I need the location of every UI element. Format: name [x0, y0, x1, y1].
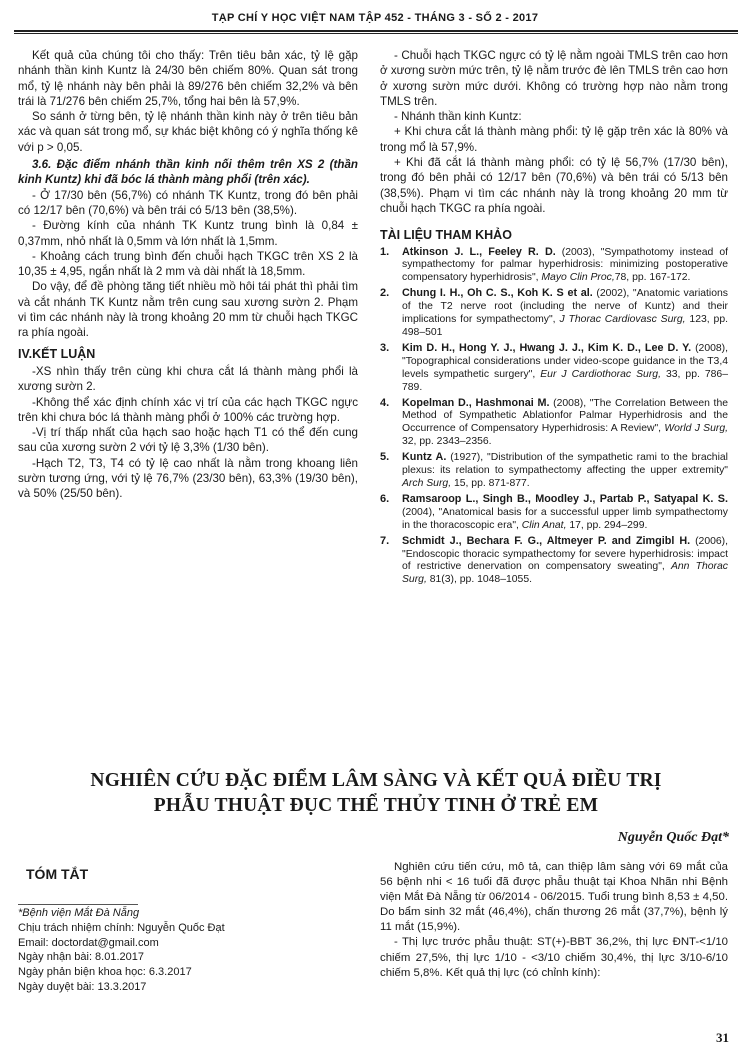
reference-tail: 123, pp. 498–501	[402, 314, 728, 338]
reference-number: 4.	[380, 396, 390, 409]
reference-journal: Ann Thorac Surg,	[402, 561, 728, 586]
right-column	[380, 48, 728, 589]
reference-journal: Mayo Clin Proc,	[541, 272, 615, 284]
reference-authors: Ramsaroop L., Singh B., Moodley J., Partab P., Satyapal K. S.	[402, 492, 728, 505]
abstract-text	[380, 860, 728, 981]
conclusion-item: -Không thể xác định chính xác vị trí của các hạch TKGC ngực trên khi chưa bóc lá thành màng phổi ở 100% các trường hợp.	[18, 395, 358, 424]
reference-item	[380, 246, 728, 286]
header-rule-thin	[14, 33, 738, 34]
reference-text: (2008), "Topographical considerations under video-scope guidance in the T3,4 levels sympathetic surgery",	[402, 342, 729, 380]
reference-text: (2002), "Anatomic variations of the T2 nerve root (including the nerve of Kuntz) and their implications for sympathectomy",	[402, 288, 728, 326]
reference-journal: Clin Anat,	[521, 519, 567, 531]
reference-authors: Atkinson J. L., Feeley R. D.	[402, 245, 556, 258]
reference-text: (2006), "Endoscopic thoracic sympathectomy for severe hyperhidrosis: impact of restrictive denervation on compensatory sweating",	[402, 535, 728, 573]
reference-item	[380, 451, 728, 491]
review-date: Ngày phản biện khoa học: 6.3.2017	[18, 966, 192, 979]
journal-header: TẠP CHÍ Y HỌC VIỆT NAM TẬP 452 - THÁNG 3 - SỐ 2 - 2017	[211, 12, 539, 24]
author-email: Email: doctordat@gmail.com	[18, 936, 159, 949]
reference-item	[380, 287, 728, 340]
affiliation-block	[18, 906, 348, 995]
section-heading: IV.KẾT LUẬN	[18, 346, 96, 361]
reference-list	[380, 246, 728, 588]
paragraph: - Đường kính của nhánh TK Kuntz trung bình là 0,84 ± 0,37mm, nhỏ nhất là 0,5mm và lớn nhất là 1,5mm.	[18, 219, 358, 248]
abstract-heading: TÓM TẮT	[26, 866, 89, 882]
reference-item	[380, 535, 728, 588]
reference-tail: 81(3), pp. 1048–1055.	[426, 574, 532, 586]
reference-authors: Kuntz A.	[402, 451, 447, 464]
accepted-date: Ngày duyệt bài: 13.3.2017	[18, 980, 147, 993]
reference-tail: 78, pp. 167-172.	[614, 272, 691, 284]
reference-authors: Kopelman D., Hashmonai M.	[402, 396, 550, 409]
reference-authors: Chung I. H., Oh C. S., Koh K. S et al.	[402, 287, 593, 300]
reference-journal: Eur J Cardiothorac Surg,	[540, 368, 661, 380]
reference-number: 1.	[380, 245, 390, 258]
reference-item	[380, 493, 728, 533]
paragraph: Nghiên cứu tiến cứu, mô tả, can thiệp lâm sàng với 69 mắt của 56 bệnh nhi < 16 tuổi đã được phẫu thuật tại Khoa Nhãn nhi Bệnh viện Mắt Đà Nẵng từ 06/2014 - 06/2015. Tuổi trung bình 8,53 ± 4,50. Do bẩm sinh 32 mắt (46,4%), chấn thương 26 mắt (37,7%), bệnh lý 11 mắt (15,9%).	[380, 861, 728, 934]
reference-number: 5.	[380, 451, 390, 464]
references-heading: TÀI LIỆU THAM KHẢO	[380, 228, 512, 243]
conclusion-item: -Vị trí thấp nhất của hạch sao hoặc hạch T1 có thể đến cung sau của xương sườn 2 với tỷ lệ 3,3% (1/30 bên).	[18, 426, 358, 455]
article-author: Nguyễn Quốc Đạt*	[617, 830, 729, 845]
article-title	[20, 768, 732, 818]
reference-text: (1927), "Distribution of the sympathetic rami to the brachial plexus: its relation to sympathectomy affecting the upper extremity"	[402, 452, 728, 477]
paragraph: Do vậy, để đề phòng tăng tiết nhiều mồ hôi tái phát thì phải tìm và cắt nhánh TK Kuntz nằm trên cung sau xương sườn 2. Phạm vi tìm các nhánh này là trong khoảng 20 mm từ chuỗi hạch TKGC ra phía ngoài.	[18, 280, 358, 340]
reference-text: (2003), "Sympathotomy instead of sympathectomy for palmar hyperhidrosis: minimizing postoperative compensatory hyperhidrosis",	[402, 246, 728, 284]
paragraph: Kết quả của chúng tôi cho thấy: Trên tiêu bản xác, tỷ lệ gặp nhánh thần kinh Kuntz là 24/30 bên chiếm 80%. Quan sát trong mổ, tỷ lệ nhánh này bên phải là 89/276 bên chiếm 32,2% và bên trái là 71/276 bên chiếm 25,7%, tổng hai bên là 57,9%.	[18, 49, 358, 108]
reference-number: 2.	[380, 287, 390, 300]
paragraph: + Khi chưa cắt lá thành màng phổi: tỷ lệ gặp trên xác là 80% và trong mổ là 57,9%.	[380, 125, 728, 154]
paragraph: So sánh ở từng bên, tỷ lệ nhánh thần kinh này ở trên tiêu bản xác và quan sát trong mổ, sự khác biệt không có ý nghĩa thống kê với p > 0,05.	[18, 110, 358, 154]
reference-authors: Kim D. H., Hong Y. J., Hwang J. J., Kim K. D., Lee D. Y.	[402, 341, 692, 354]
reference-number: 3.	[380, 341, 390, 354]
paragraph: - Ở 17/30 bên (56,7%) có nhánh TK Kuntz, trong đó bên phải có 12/17 bên (70,6%) và bên trái có 5/13 bên (38,5%).	[18, 188, 358, 217]
conclusion-item: -XS nhìn thấy trên cùng khi chưa cắt lá thành màng phổi là xương sườn 2.	[18, 364, 358, 394]
reference-tail: 15, pp. 871-877.	[451, 477, 530, 489]
received-date: Ngày nhận bài: 8.01.2017	[18, 951, 144, 964]
conclusion-item: -Hạch T2, T3, T4 có tỷ lệ cao nhất là nằm trong khoang liên sườn tương ứng, với tỷ lệ 76,7% (23/30 bên), 63,3% (19/30 bên), và 50% (25/50 bên).	[18, 456, 358, 501]
reference-authors: Schmidt J., Bechara F. G., Altmeyer P. and Zimgibl H.	[402, 534, 691, 547]
affiliation-institution: *Bệnh viện Mắt Đà Nẵng	[18, 907, 140, 919]
reference-tail: 33, pp. 786–789.	[402, 368, 728, 393]
left-column	[18, 48, 358, 502]
reference-number: 6.	[380, 492, 390, 505]
article-title-line: NGHIÊN CỨU ĐẶC ĐIỂM LÂM SÀNG VÀ KẾT QUẢ ĐIỀU TRỊ	[90, 770, 662, 791]
subsection-heading: 3.6. Đặc điểm nhánh thần kinh nối thêm trên XS 2 (thần kinh Kuntz) khi đã bóc lá thành màng phổi (trên xác).	[18, 158, 358, 187]
reference-text: (2004), "Anatomical basis for a successful upper limb sympathectomy in the thoracoscopic era",	[402, 506, 728, 531]
paragraph: - Thị lực trước phẫu thuật: ST(+)-BBT 36,2%, thị lực ĐNT-<1/10 chiếm 27,5%, thị lực 1/10 - <3/10 chiếm 30,4%, thị lực 3/10-6/10 chiếm 5,8%. Kết quả thị lực (có chỉnh kính):	[380, 936, 728, 979]
reference-item	[380, 342, 728, 395]
reference-number: 7.	[380, 534, 390, 547]
reference-journal: J Thorac Cardiovasc Surg,	[559, 314, 686, 326]
reference-journal: Arch Surg,	[402, 477, 452, 489]
footnote-rule	[18, 904, 138, 905]
reference-tail: 17, pp. 294–299.	[566, 519, 648, 531]
paragraph: - Nhánh thần kinh Kuntz:	[394, 110, 522, 124]
paragraph: - Khoảng cách trung bình đến chuỗi hạch TKGC trên XS 2 là 10,35 ± 4,95, ngắn nhất là 2 mm và dài nhất là 18,5mm.	[18, 249, 358, 279]
paragraph: + Khi đã cắt lá thành màng phổi: có tỷ lệ 56,7% (17/30 bên), trong đó bên phải có 12/17 bên (70,6%) và bên trái có 5/13 bên (38,5%). Phạm vi tìm các nhánh này là trong khoảng 20 mm từ chuỗi hạch TKGC ra phía ngoài.	[380, 156, 728, 215]
header-rule	[14, 30, 738, 32]
reference-text: (2008), "The Correlation Between the Method of Sympathetic Ablationfor Palmar Hyperhidrosis and the Occurrence of Compensatory Hyperhidrosis: A Review",	[402, 397, 728, 435]
paragraph: - Chuỗi hạch TKGC ngực có tỷ lệ nằm ngoài TMLS trên cao hơn ở xương sườn mức trên, tỷ lệ nằm trước đè lên TMLS trên cao hơn ở xương sườn mức dưới. Không có trường hợp nào nằm trong TMLS trên.	[380, 49, 728, 108]
reference-journal: World J Surg,	[664, 423, 728, 435]
corresponding-author: Chịu trách nhiệm chính: Nguyễn Quốc Đạt	[18, 921, 225, 934]
reference-item	[380, 397, 728, 450]
article-title-line: PHẪU THUẬT ĐỤC THỂ THỦY TINH Ở TRẺ EM	[153, 795, 599, 816]
reference-tail: 32, pp. 2343–2356.	[402, 436, 492, 448]
page-number: 31	[716, 1030, 729, 1045]
